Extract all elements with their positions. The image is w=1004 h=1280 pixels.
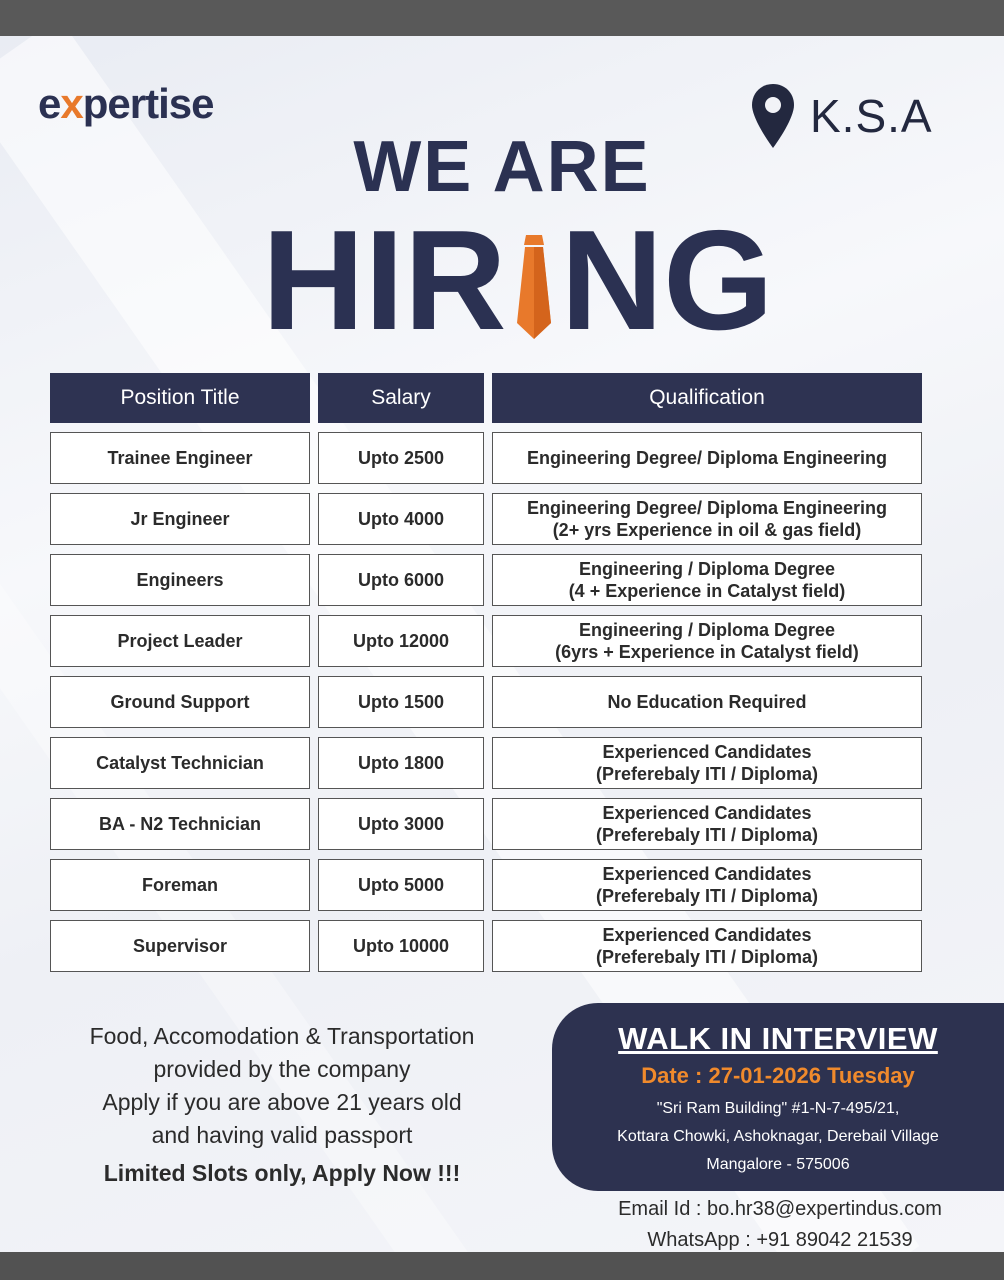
walk-in-interview-panel <box>552 1003 1004 1191</box>
table-row <box>50 920 922 972</box>
table-row <box>50 493 922 545</box>
interview-date: Date : 27-01-2026 Tuesday <box>641 1063 915 1088</box>
contact-info <box>590 1194 970 1252</box>
position-cell: Foreman <box>50 859 310 911</box>
position-cell: Project Leader <box>50 615 310 667</box>
expertise-logo: expertise <box>38 80 214 127</box>
benefit-line: provided by the company <box>153 1056 411 1082</box>
header-qualification: Qualification <box>492 373 922 423</box>
position-cell: BA - N2 Technician <box>50 798 310 850</box>
salary-cell: Upto 3000 <box>318 798 484 850</box>
benefit-line: Food, Accomodation & Transportation <box>89 1023 475 1049</box>
salary-cell: Upto 12000 <box>318 615 484 667</box>
benefit-line: and having valid passport <box>151 1122 413 1148</box>
headline-hiring: HIR NG <box>262 201 774 360</box>
tie-icon <box>517 231 551 335</box>
salary-cell: Upto 1500 <box>318 676 484 728</box>
qualification-cell: Experienced Candidates (Preferebaly ITI / Diploma) <box>492 737 922 789</box>
location-text: K.S.A <box>810 90 933 142</box>
window-frame-bottom <box>0 1252 1004 1280</box>
qualification-cell: Engineering Degree/ Diploma Engineering <box>492 432 922 484</box>
qualification-cell: Engineering / Diploma Degree (6yrs + Experience in Catalyst field) <box>492 615 922 667</box>
headline-we-are: WE ARE <box>353 127 651 207</box>
email-contact[interactable]: Email Id : bo.hr38@expertindus.com <box>618 1198 942 1220</box>
table-row <box>50 615 922 667</box>
qualification-cell: Experienced Candidates (Preferebaly ITI / Diploma) <box>492 920 922 972</box>
interview-address: "Sri Ram Building" #1-N-7-495/21, Kottara Chowki, Ashoknagar, Derebail Village Mangalore - 575006 <box>617 1100 939 1173</box>
whatsapp-contact[interactable]: WhatsApp : +91 89042 21539 <box>647 1229 913 1251</box>
table-row <box>50 676 922 728</box>
positions-table <box>42 364 930 981</box>
qualification-cell: Engineering Degree/ Diploma Engineering (2+ yrs Experience in oil & gas field) <box>492 493 922 545</box>
qualification-cell: Experienced Candidates (Preferebaly ITI / Diploma) <box>492 798 922 850</box>
interview-title: WALK IN INTERVIEW <box>618 1021 938 1056</box>
qualification-cell: No Education Required <box>492 676 922 728</box>
header-position-title: Position Title <box>50 373 310 423</box>
position-cell: Trainee Engineer <box>50 432 310 484</box>
qualification-cell: Experienced Candidates (Preferebaly ITI / Diploma) <box>492 859 922 911</box>
position-cell: Supervisor <box>50 920 310 972</box>
table-row <box>50 554 922 606</box>
header-salary: Salary <box>318 373 484 423</box>
benefit-line: Apply if you are above 21 years old <box>102 1089 462 1115</box>
table-row <box>50 798 922 850</box>
salary-cell: Upto 4000 <box>318 493 484 545</box>
benefits-text <box>48 1020 516 1187</box>
position-cell: Ground Support <box>50 676 310 728</box>
table-row <box>50 737 922 789</box>
salary-cell: Upto 1800 <box>318 737 484 789</box>
apply-now-cta: Limited Slots only, Apply Now !!! <box>103 1160 461 1186</box>
salary-cell: Upto 5000 <box>318 859 484 911</box>
table-row <box>50 432 922 484</box>
position-cell: Engineers <box>50 554 310 606</box>
table-row <box>50 859 922 911</box>
position-cell: Jr Engineer <box>50 493 310 545</box>
position-cell: Catalyst Technician <box>50 737 310 789</box>
hiring-poster <box>0 36 1004 1252</box>
window-frame-top <box>0 0 1004 36</box>
qualification-cell: Engineering / Diploma Degree (4 + Experience in Catalyst field) <box>492 554 922 606</box>
salary-cell: Upto 2500 <box>318 432 484 484</box>
salary-cell: Upto 6000 <box>318 554 484 606</box>
salary-cell: Upto 10000 <box>318 920 484 972</box>
